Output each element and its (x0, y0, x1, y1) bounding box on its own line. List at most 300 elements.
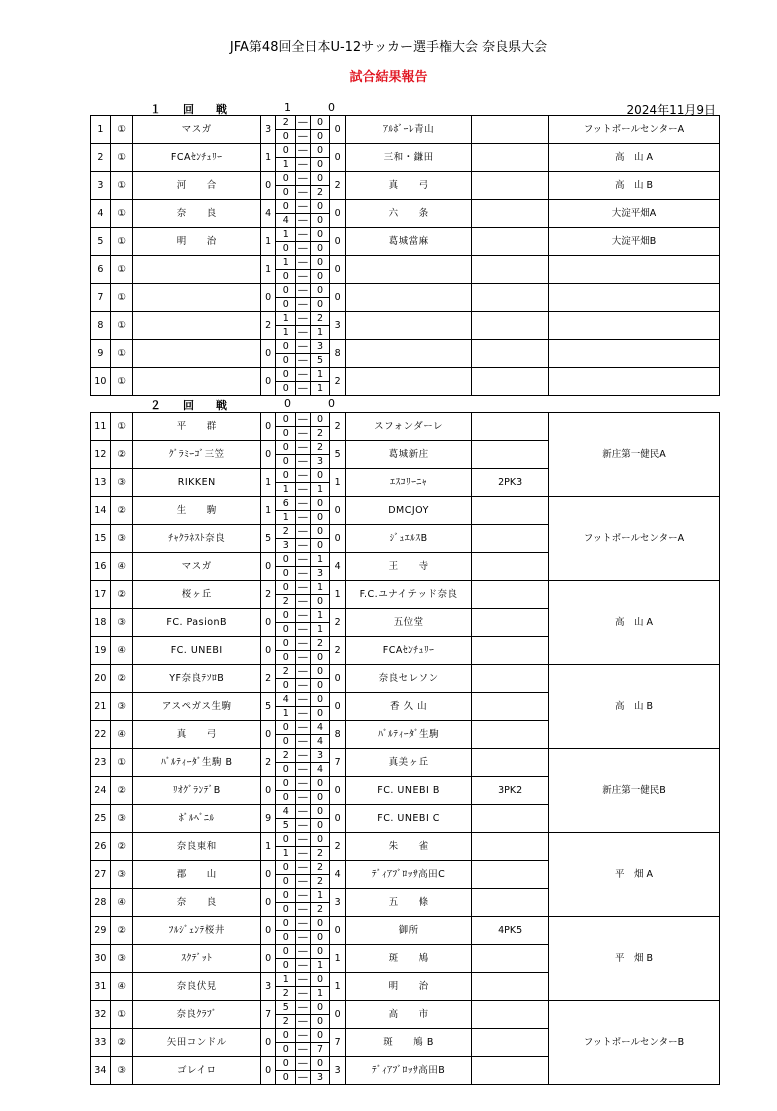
half-separator: ― (296, 483, 311, 497)
second-half-home: 0 (276, 791, 296, 805)
first-half-home: 0 (276, 917, 296, 931)
match-slot: ① (110, 284, 133, 312)
half-separator: ― (296, 242, 311, 256)
pk-note (472, 413, 549, 441)
home-score: 0 (260, 284, 276, 312)
half-separator: ― (296, 623, 311, 637)
away-score: 3 (330, 1057, 346, 1085)
match-slot: ① (110, 144, 133, 172)
half-separator: ― (296, 144, 311, 158)
home-team: ﾎﾞﾙﾍﾞﾆﾙ (133, 805, 260, 833)
venue: 大淀平畑A (548, 200, 719, 228)
match-slot: ① (110, 228, 133, 256)
match-number: 7 (91, 284, 111, 312)
round2-half1: 0 (284, 397, 291, 410)
second-half-away: 3 (310, 567, 330, 581)
round1-results-table (90, 115, 720, 396)
second-half-away: 2 (310, 847, 330, 861)
away-team: 御所 (345, 917, 471, 945)
first-half-away: 3 (310, 749, 330, 763)
away-team: ｼﾞｭｴﾙｽB (345, 525, 471, 553)
match-row (91, 228, 720, 242)
half-separator: ― (296, 945, 311, 959)
away-team: FCAｾﾝﾁｭﾘｰ (345, 637, 471, 665)
first-half-home: 0 (276, 469, 296, 483)
half-separator: ― (296, 116, 311, 130)
match-row (91, 340, 720, 354)
second-half-away: 1 (310, 623, 330, 637)
home-team: RIKKEN (133, 469, 260, 497)
away-score: 8 (330, 721, 346, 749)
second-half-home: 0 (276, 427, 296, 441)
away-team: 王 寺 (345, 553, 471, 581)
half-separator: ― (296, 581, 311, 595)
second-half-home: 0 (276, 959, 296, 973)
away-score: 3 (330, 889, 346, 917)
half-separator: ― (296, 413, 311, 427)
pk-note (472, 256, 549, 284)
half-separator: ― (296, 931, 311, 945)
pk-note (472, 693, 549, 721)
second-half-away: 3 (310, 1071, 330, 1085)
away-team: FC. UNEBI C (345, 805, 471, 833)
match-slot: ① (110, 749, 133, 777)
second-half-home: 0 (276, 567, 296, 581)
first-half-home: 0 (276, 609, 296, 623)
home-team: 奈良ｸﾗﾌﾞ (133, 1001, 260, 1029)
second-half-home: 0 (276, 242, 296, 256)
home-score: 0 (260, 917, 276, 945)
first-half-home: 2 (276, 749, 296, 763)
away-team: F.C.ユナイテッド奈良 (345, 581, 471, 609)
first-half-away: 0 (310, 469, 330, 483)
half-separator: ― (296, 889, 311, 903)
away-team: 真 弓 (345, 172, 471, 200)
first-half-away: 0 (310, 693, 330, 707)
match-slot: ④ (110, 637, 133, 665)
first-half-home: 1 (276, 228, 296, 242)
first-half-away: 0 (310, 973, 330, 987)
away-score: 1 (330, 581, 346, 609)
first-half-home: 0 (276, 889, 296, 903)
match-slot: ① (110, 368, 133, 396)
second-half-away: 0 (310, 651, 330, 665)
half-separator: ― (296, 525, 311, 539)
half-separator: ― (296, 553, 311, 567)
away-score: 4 (330, 553, 346, 581)
pk-note (472, 581, 549, 609)
away-score: 0 (330, 525, 346, 553)
pk-note (472, 368, 549, 396)
half-separator: ― (296, 382, 311, 396)
half-separator: ― (296, 1029, 311, 1043)
away-score: 2 (330, 368, 346, 396)
away-team: 明 治 (345, 973, 471, 1001)
first-half-home: 4 (276, 805, 296, 819)
home-team: 奈良伏見 (133, 973, 260, 1001)
half-separator: ― (296, 298, 311, 312)
venue: 平 畑 B (548, 917, 719, 1001)
match-number: 16 (91, 553, 111, 581)
second-half-away: 0 (310, 242, 330, 256)
match-number: 20 (91, 665, 111, 693)
pk-note (472, 441, 549, 469)
home-score: 3 (260, 973, 276, 1001)
home-score: 7 (260, 1001, 276, 1029)
half-separator: ― (296, 749, 311, 763)
away-team: ﾃﾞｨｱﾌﾞﾛｯｻ高田B (345, 1057, 471, 1085)
match-slot: ① (110, 312, 133, 340)
second-half-away: 0 (310, 511, 330, 525)
half-separator: ― (296, 917, 311, 931)
away-score: 0 (330, 284, 346, 312)
match-number: 14 (91, 497, 111, 525)
first-half-home: 0 (276, 1029, 296, 1043)
first-half-away: 0 (310, 256, 330, 270)
match-number: 1 (91, 116, 111, 144)
match-slot: ③ (110, 525, 133, 553)
pk-note (472, 861, 549, 889)
first-half-home: 1 (276, 256, 296, 270)
first-half-away: 0 (310, 1001, 330, 1015)
round1-half2: 0 (328, 101, 335, 114)
match-row (91, 368, 720, 382)
away-team: 葛城新庄 (345, 441, 471, 469)
away-team: 葛城當麻 (345, 228, 471, 256)
match-row (91, 256, 720, 270)
home-team: 生 駒 (133, 497, 260, 525)
venue: 高 山 A (548, 581, 719, 665)
away-team: DMCJOY (345, 497, 471, 525)
second-half-away: 4 (310, 735, 330, 749)
away-team (345, 312, 471, 340)
half-separator: ― (296, 270, 311, 284)
half-separator: ― (296, 354, 311, 368)
second-half-away: 1 (310, 959, 330, 973)
second-half-away: 4 (310, 763, 330, 777)
pk-note (472, 200, 549, 228)
match-slot: ② (110, 581, 133, 609)
venue (548, 256, 719, 284)
match-slot: ① (110, 256, 133, 284)
match-slot: ② (110, 777, 133, 805)
home-team: マスガ (133, 553, 260, 581)
first-half-home: 0 (276, 581, 296, 595)
second-half-home: 1 (276, 707, 296, 721)
match-number: 33 (91, 1029, 111, 1057)
match-number: 2 (91, 144, 111, 172)
half-separator: ― (296, 539, 311, 553)
match-row (91, 200, 720, 214)
first-half-away: 0 (310, 777, 330, 791)
second-half-away: 7 (310, 1043, 330, 1057)
second-half-away: 0 (310, 819, 330, 833)
first-half-away: 0 (310, 833, 330, 847)
home-team: 奈良東和 (133, 833, 260, 861)
match-number: 27 (91, 861, 111, 889)
first-half-home: 0 (276, 413, 296, 427)
second-half-away: 0 (310, 791, 330, 805)
home-score: 0 (260, 777, 276, 805)
home-team (133, 312, 260, 340)
match-number: 8 (91, 312, 111, 340)
away-team: ﾃﾞｨｱﾌﾞﾛｯｻ高田C (345, 861, 471, 889)
match-number: 10 (91, 368, 111, 396)
half-separator: ― (296, 637, 311, 651)
half-separator: ― (296, 567, 311, 581)
away-score: 0 (330, 144, 346, 172)
venue: 新庄第一健民B (548, 749, 719, 833)
home-score: 1 (260, 256, 276, 284)
half-separator: ― (296, 973, 311, 987)
half-separator: ― (296, 511, 311, 525)
first-half-away: 0 (310, 228, 330, 242)
first-half-away: 0 (310, 144, 330, 158)
home-team: 奈 良 (133, 889, 260, 917)
first-half-home: 0 (276, 833, 296, 847)
first-half-away: 4 (310, 721, 330, 735)
half-separator: ― (296, 214, 311, 228)
home-score: 2 (260, 665, 276, 693)
second-half-home: 1 (276, 847, 296, 861)
match-row (91, 172, 720, 186)
match-row (91, 917, 720, 931)
first-half-home: 2 (276, 665, 296, 679)
half-separator: ― (296, 228, 311, 242)
first-half-home: 0 (276, 200, 296, 214)
home-team: 矢田コンドル (133, 1029, 260, 1057)
home-score: 0 (260, 609, 276, 637)
first-half-home: 4 (276, 693, 296, 707)
home-team: ｽｸﾃﾞｯﾄ (133, 945, 260, 973)
second-half-home: 5 (276, 819, 296, 833)
match-slot: ④ (110, 553, 133, 581)
second-half-away: 0 (310, 214, 330, 228)
pk-note (472, 144, 549, 172)
home-team: 奈 良 (133, 200, 260, 228)
away-score: 2 (330, 172, 346, 200)
first-half-away: 1 (310, 368, 330, 382)
home-team (133, 284, 260, 312)
second-half-home: 0 (276, 354, 296, 368)
first-half-home: 0 (276, 861, 296, 875)
match-number: 18 (91, 609, 111, 637)
second-half-away: 1 (310, 326, 330, 340)
venue: 新庄第一健民A (548, 413, 719, 497)
away-score: 1 (330, 469, 346, 497)
away-score: 0 (330, 256, 346, 284)
match-number: 5 (91, 228, 111, 256)
pk-note (472, 284, 549, 312)
match-row (91, 284, 720, 298)
match-number: 25 (91, 805, 111, 833)
first-half-home: 0 (276, 945, 296, 959)
away-score: 1 (330, 973, 346, 1001)
second-half-away: 0 (310, 270, 330, 284)
venue: フットボールセンターA (548, 497, 719, 581)
second-half-home: 0 (276, 186, 296, 200)
match-slot: ④ (110, 973, 133, 1001)
match-number: 19 (91, 637, 111, 665)
pk-note (472, 340, 549, 368)
away-team: 真美ヶ丘 (345, 749, 471, 777)
away-score: 0 (330, 200, 346, 228)
half-separator: ― (296, 497, 311, 511)
venue (548, 312, 719, 340)
half-separator: ― (296, 326, 311, 340)
home-team: 河 合 (133, 172, 260, 200)
second-half-home: 0 (276, 875, 296, 889)
away-team: 朱 雀 (345, 833, 471, 861)
second-half-home: 1 (276, 483, 296, 497)
match-slot: ① (110, 1001, 133, 1029)
pk-note (472, 973, 549, 1001)
match-slot: ① (110, 116, 133, 144)
second-half-home: 0 (276, 130, 296, 144)
first-half-away: 0 (310, 1029, 330, 1043)
away-score: 2 (330, 413, 346, 441)
second-half-away: 0 (310, 298, 330, 312)
away-score: 0 (330, 917, 346, 945)
match-slot: ① (110, 172, 133, 200)
match-number: 28 (91, 889, 111, 917)
pk-note (472, 1001, 549, 1029)
half-separator: ― (296, 833, 311, 847)
venue (548, 368, 719, 396)
match-number: 32 (91, 1001, 111, 1029)
home-score: 2 (260, 581, 276, 609)
half-separator: ― (296, 735, 311, 749)
match-row (91, 665, 720, 679)
match-number: 15 (91, 525, 111, 553)
home-team (133, 256, 260, 284)
half-separator: ― (296, 312, 311, 326)
match-slot: ② (110, 497, 133, 525)
match-slot: ② (110, 665, 133, 693)
match-slot: ③ (110, 693, 133, 721)
second-half-home: 0 (276, 763, 296, 777)
pk-note (472, 497, 549, 525)
home-team: 明 治 (133, 228, 260, 256)
home-team: アスペガス生駒 (133, 693, 260, 721)
first-half-home: 1 (276, 312, 296, 326)
away-team: 高 市 (345, 1001, 471, 1029)
first-half-home: 5 (276, 1001, 296, 1015)
away-score: 7 (330, 1029, 346, 1057)
first-half-away: 0 (310, 200, 330, 214)
second-half-home: 4 (276, 214, 296, 228)
half-separator: ― (296, 679, 311, 693)
away-score: 4 (330, 861, 346, 889)
home-team: 郡 山 (133, 861, 260, 889)
second-half-home: 0 (276, 1043, 296, 1057)
home-team: ゴレイロ (133, 1057, 260, 1085)
away-team: 六 条 (345, 200, 471, 228)
first-half-home: 0 (276, 340, 296, 354)
pk-note (472, 312, 549, 340)
second-half-away: 5 (310, 354, 330, 368)
first-half-away: 3 (310, 340, 330, 354)
away-score: 0 (330, 805, 346, 833)
home-team: 平 群 (133, 413, 260, 441)
venue (548, 340, 719, 368)
first-half-home: 0 (276, 721, 296, 735)
first-half-home: 0 (276, 777, 296, 791)
first-half-home: 0 (276, 1057, 296, 1071)
round1-label: １回戦 (150, 103, 249, 116)
half-separator: ― (296, 721, 311, 735)
pk-note: 3PK2 (472, 777, 549, 805)
first-half-home: 0 (276, 553, 296, 567)
second-half-away: 0 (310, 595, 330, 609)
half-separator: ― (296, 819, 311, 833)
match-slot: ② (110, 833, 133, 861)
half-separator: ― (296, 200, 311, 214)
home-score: 0 (260, 368, 276, 396)
match-number: 12 (91, 441, 111, 469)
second-half-home: 0 (276, 931, 296, 945)
second-half-home: 0 (276, 1071, 296, 1085)
half-separator: ― (296, 875, 311, 889)
half-separator: ― (296, 284, 311, 298)
second-half-home: 0 (276, 623, 296, 637)
home-team: ﾊﾞﾙﾃｨｰﾀﾞ生駒 B (133, 749, 260, 777)
pk-note (472, 665, 549, 693)
half-separator: ― (296, 172, 311, 186)
match-slot: ③ (110, 945, 133, 973)
match-number: 34 (91, 1057, 111, 1085)
home-score: 1 (260, 497, 276, 525)
venue: 高 山 A (548, 144, 719, 172)
half-separator: ― (296, 595, 311, 609)
home-team (133, 340, 260, 368)
half-separator: ― (296, 763, 311, 777)
tournament-title: JFA第48回全日本U-12サッカー選手権大会 奈良県大会 (229, 40, 548, 55)
match-number: 26 (91, 833, 111, 861)
match-row (91, 833, 720, 847)
match-number: 4 (91, 200, 111, 228)
second-half-home: 0 (276, 679, 296, 693)
first-half-home: 0 (276, 284, 296, 298)
pk-note (472, 637, 549, 665)
match-slot: ④ (110, 889, 133, 917)
pk-note (472, 1029, 549, 1057)
match-slot: ③ (110, 609, 133, 637)
half-separator: ― (296, 651, 311, 665)
away-score: 0 (330, 777, 346, 805)
home-team: ﾘｵｸﾞﾗﾝﾃﾞB (133, 777, 260, 805)
second-half-away: 1 (310, 483, 330, 497)
second-half-away: 2 (310, 875, 330, 889)
second-half-away: 2 (310, 427, 330, 441)
round1-half1: 1 (284, 101, 291, 114)
venue: フットボールセンターB (548, 1001, 719, 1085)
half-separator: ― (296, 1001, 311, 1015)
pk-note (472, 1057, 549, 1085)
round2-results-table (90, 412, 720, 1085)
round2-half2: 0 (328, 397, 335, 410)
away-team: FC. UNEBI B (345, 777, 471, 805)
first-half-away: 1 (310, 581, 330, 595)
match-row (91, 749, 720, 763)
home-team: 真 弓 (133, 721, 260, 749)
match-number: 24 (91, 777, 111, 805)
match-number: 3 (91, 172, 111, 200)
second-half-home: 0 (276, 651, 296, 665)
home-team: YF奈良ﾃｿﾛB (133, 665, 260, 693)
home-score: 0 (260, 441, 276, 469)
half-separator: ― (296, 903, 311, 917)
